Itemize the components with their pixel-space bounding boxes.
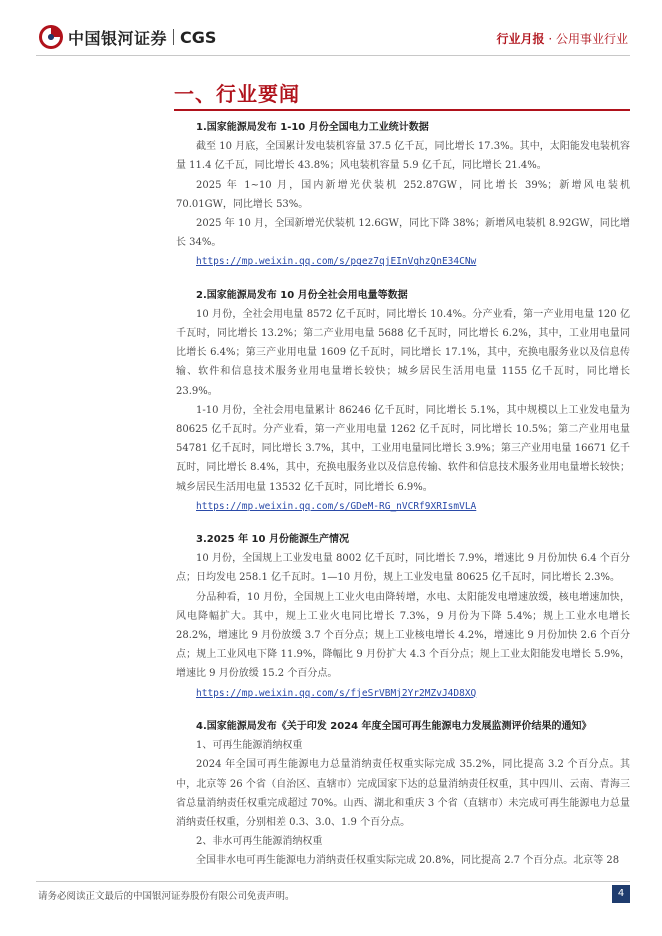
news-paragraph: 2025 年 10 月，全国新增光伏装机 12.6GW，同比下降 38%；新增风电装机 8.92GW，同比增长 34%。 [176, 218, 630, 249]
news-paragraph: 2025 年 1~10 月，国内新增光伏装机 252.87GW，同比增长 39%；新增风电装机 70.01GW，同比增长 53%。 [176, 179, 630, 210]
company-logo [38, 24, 216, 50]
news-source-link[interactable]: https://mp.weixin.qq.com/s/GDeM-RG_nVCRf9XRIsmVLA [196, 500, 477, 512]
news-subheading: 2、非水可再生能源消纳权重 [196, 836, 323, 848]
header-divider [36, 55, 630, 56]
news-paragraph: 2024 年全国可再生能源电力总量消纳责任权重实际完成 35.2%，同比提高 3.2 个百分点。其中，北京等 26 个省（自治区、直辖市）完成国家下达的总量消纳责任权重，其中四川、云南、青海三省总量消纳责任权重完成超过 70%。山西、湖北和重庆 3 个省（直辖市）未完成可再生能源电力总量消纳责任权重，分别相差 0.3、3.0、1.9 个百分点。 [176, 759, 630, 828]
news-content [176, 118, 630, 871]
news-title: 1.国家能源局发布 1-10 月份全国电力工业统计数据 [196, 122, 429, 133]
page-header [0, 0, 662, 60]
news-title: 4.国家能源局发布《关于印发 2024 年度全国可再生能源电力发展监测评价结果的通知》 [196, 720, 592, 732]
industry-label: 公用事业行业 [555, 32, 628, 46]
section-title-underline [174, 109, 630, 111]
news-paragraph: 10 月份，全国规上工业发电量 8002 亿千瓦时，同比增长 7.9%，增速比 9 月份加快 6.4 个百分点；日均发电 258.1 亿千瓦时。1—10 月份，规上工业发电量 80625 亿千瓦时，同比增长 2.3%。 [176, 553, 630, 584]
news-paragraph: 截至 10 月底，全国累计发电装机容量 37.5 亿千瓦，同比增长 17.3%。其中，太阳能发电装机容量 11.4 亿千瓦，同比增长 43.8%；风电装机容量 5.9 亿千瓦，同比增长 21.4%。 [176, 141, 630, 172]
report-category [497, 30, 628, 47]
news-paragraph: 分品种看，10 月份，全国规上工业火电由降转增，水电、太阳能发电增速放缓，核电增速加快，风电降幅扩大。其中，规上工业火电同比增长 7.3%，9 月份为下降 5.4%；规上工业水电增长 28.2%，增速比 9 月份放缓 3.7 个百分点；规上工业核电增长 4.2%，增速比 9 月份加快 2.6 个百分点；规上工业风电下降 11.9%，降幅比 9 月份扩大 4.3 个百分点；规上工业太阳能发电增长 5.9%，增速比 9 月份放缓 15.2 个百分点。 [176, 591, 630, 680]
news-subheading: 1、可再生能源消纳权重 [196, 740, 303, 752]
news-source-link[interactable]: https://mp.weixin.qq.com/s/pgez7qjEInVghzQnE34CNw [196, 256, 477, 268]
news-title: 3.2025 年 10 月份能源生产情况 [196, 534, 349, 546]
footer-divider [36, 881, 630, 882]
page-number: 4 [612, 885, 630, 903]
footer-disclaimer: 请务必阅读正文最后的中国银河证券股份有限公司免责声明。 [38, 891, 295, 902]
news-source-link[interactable]: https://mp.weixin.qq.com/s/fjeSrVBMj2Yr2MZvJ4D8XQ [196, 687, 477, 699]
cgs-logo-icon [38, 24, 64, 50]
news-paragraph: 全国非水电可再生能源电力消纳责任权重实际完成 20.8%，同比提高 2.7 个百分点。北京等 28 [196, 855, 620, 867]
news-paragraph: 10 月份，全社会用电量 8572 亿千瓦时，同比增长 10.4%。分产业看，第一产业用电量 120 亿千瓦时，同比增长 13.2%；第二产业用电量 5688 亿千瓦时，同比增长 6.2%，其中，工业用电量同比增长 6.4%；第三产业用电量 1609 亿千瓦时，同比增长 17.1%，其中，充换电服务业以及信息传输、软件和信息技术服务业用电量增长较快；城乡居民生活用电量 1155 亿千瓦时，同比增长 23.9%。 [176, 308, 630, 397]
header-separator: · [544, 32, 556, 46]
news-paragraph: 1-10 月份，全社会用电量累计 86246 亿千瓦时，同比增长 5.1%，其中规模以上工业发电量为 80625 亿千瓦时。分产业看，第一产业用电量 1262 亿千瓦时，同比增长 10.5%；第二产业用电量 54781 亿千瓦时，同比增长 3.7%，其中，工业用电量同比增长 3.9%；第三产业用电量 16671 亿千瓦时，同比增长 8.4%，其中，充换电服务业以及信息传输、软件和信息技术服务业用电量增长较快；城乡居民生活用电量 13532 亿千瓦时，同比增长 6.9%。 [176, 404, 630, 493]
logo-english-name: CGS [180, 27, 217, 47]
logo-divider [173, 29, 174, 45]
logo-chinese-name: 中国银河证券 [68, 28, 168, 48]
report-type-label: 行业月报 [496, 32, 545, 46]
section-title: 一、行业要闻 [174, 82, 300, 106]
news-title: 2.国家能源局发布 10 月份全社会用电量等数据 [196, 289, 408, 301]
